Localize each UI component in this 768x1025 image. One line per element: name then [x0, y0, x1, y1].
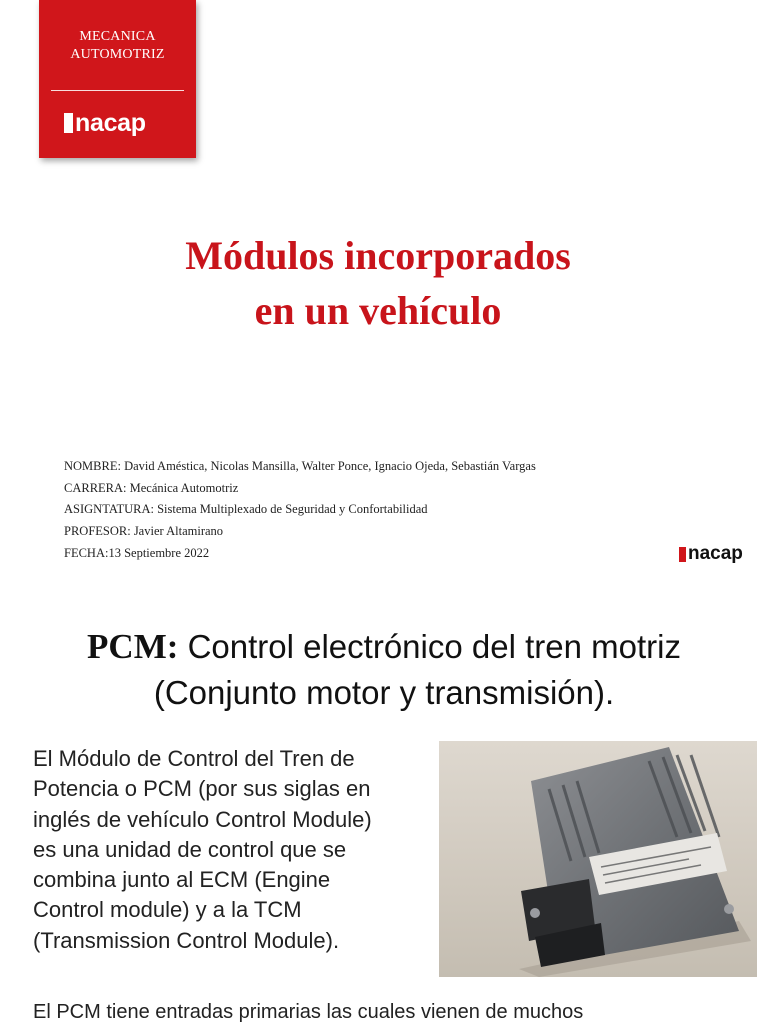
description-line: es una unidad de control que se [33, 836, 347, 862]
logo-mark-icon [679, 547, 686, 562]
meta-fecha: FECHA:13 Septiembre 2022 [64, 545, 210, 560]
career-line-2: AUTOMOTRIZ [70, 47, 165, 62]
pcm-heading-rest: Control electrónico del tren motriz [178, 628, 681, 665]
meta-profesor: PROFESOR: Javier Altamirano [64, 524, 224, 539]
pcm-heading-line-2: (Conjunto motor y transmisión). [153, 674, 615, 711]
inacap-logo-white [64, 109, 146, 137]
pcm-heading-line-1 [0, 624, 768, 670]
inacap-logo-corner [679, 543, 743, 564]
logo-mark-icon [64, 113, 73, 133]
brand-box [39, 0, 196, 158]
title-line-1: Módulos incorporados [185, 233, 571, 278]
meta-asignatura: ASIGNTATURA: Sistema Multiplexado de Seguridad y Confortabilidad [64, 502, 428, 517]
pcm-heading [0, 624, 768, 716]
brand-divider [51, 90, 184, 91]
title-line-2: en un vehículo [254, 288, 502, 333]
description-line: Potencia o PCM (por sus siglas en [33, 776, 371, 802]
description-line: (Transmission Control Module). [33, 927, 340, 953]
career-label [39, 0, 196, 64]
pcm-module-photo [439, 741, 757, 977]
logo-wordmark: nacap [75, 109, 146, 137]
ecu-illustration [439, 741, 757, 977]
meta-carrera: CARRERA: Mecánica Automotriz [64, 480, 239, 495]
pcm-inputs-text: El PCM tiene entradas primarias las cuales vienen de muchos [33, 1001, 584, 1023]
career-line-1: MECANICA [79, 29, 156, 44]
meta-nombre: NOMBRE: David Améstica, Nicolas Mansilla, Walter Ponce, Ignacio Ojeda, Sebastián Vargas [64, 459, 536, 473]
description-line: El Módulo de Control del Tren de [33, 746, 355, 771]
slide-title [0, 228, 756, 338]
description-line: inglés de vehículo Control Module) [33, 806, 372, 832]
description-line: Control module) y a la TCM [33, 897, 302, 923]
logo-wordmark: nacap [688, 543, 743, 564]
pcm-abbr: PCM: [87, 627, 179, 666]
pcm-description [33, 744, 435, 956]
student-info [64, 456, 536, 565]
description-line: combina junto al ECM (Engine [33, 867, 331, 893]
